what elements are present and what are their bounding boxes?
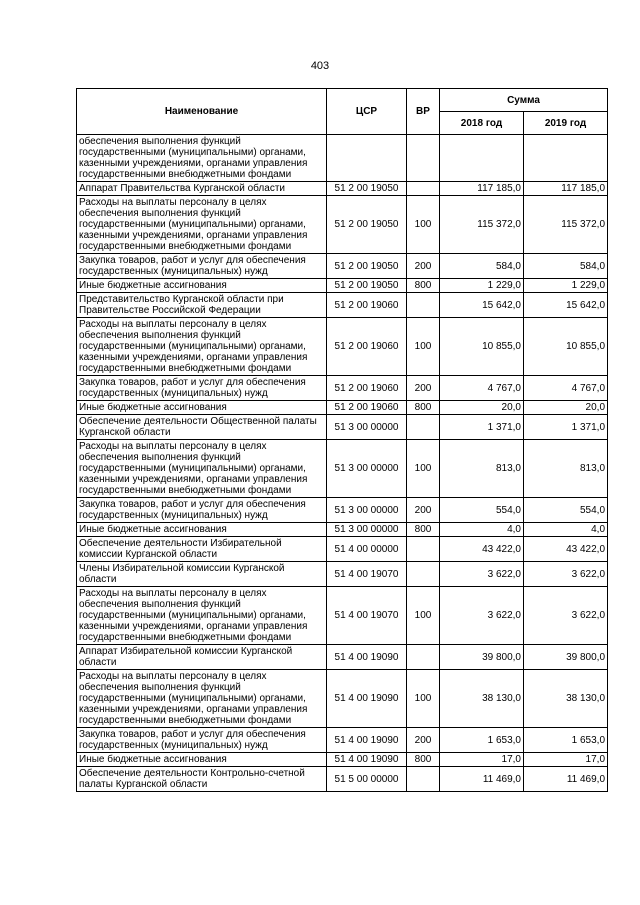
cell-2019: 115 372,0: [524, 196, 608, 254]
cell-csr: 51 3 00 00000: [327, 523, 407, 537]
cell-csr: 51 2 00 19060: [327, 293, 407, 318]
table-row: [77, 440, 608, 498]
cell-vr: 800: [407, 279, 440, 293]
cell-2018: [440, 135, 524, 182]
cell-csr: 51 2 00 19060: [327, 401, 407, 415]
cell-2018: 43 422,0: [440, 537, 524, 562]
table-row: [77, 376, 608, 401]
cell-2018: 4,0: [440, 523, 524, 537]
cell-2019: 1 653,0: [524, 728, 608, 753]
cell-csr: 51 4 00 19070: [327, 587, 407, 645]
table-row: [77, 587, 608, 645]
cell-csr: 51 2 00 19050: [327, 254, 407, 279]
cell-csr: 51 2 00 19050: [327, 182, 407, 196]
table-row: [77, 196, 608, 254]
table-row: [77, 293, 608, 318]
cell-name: Иные бюджетные ассигнования: [77, 523, 327, 537]
cell-2018: 15 642,0: [440, 293, 524, 318]
table-row: [77, 135, 608, 182]
cell-name: Аппарат Избирательной комиссии Курганской области: [77, 645, 327, 670]
cell-vr: 200: [407, 728, 440, 753]
cell-csr: 51 5 00 00000: [327, 767, 407, 792]
table-row: [77, 279, 608, 293]
cell-csr: 51 3 00 00000: [327, 415, 407, 440]
cell-2018: 584,0: [440, 254, 524, 279]
cell-vr: [407, 645, 440, 670]
cell-name: Обеспечение деятельности Контрольно-счетной палаты Курганской области: [77, 767, 327, 792]
cell-name: Расходы на выплаты персоналу в целях обеспечения выполнения функций государственными (муниципальными) органами, казенными учреждениями, органами управления государственными внебюджетными фондами: [77, 440, 327, 498]
cell-2019: 813,0: [524, 440, 608, 498]
cell-csr: 51 2 00 19050: [327, 279, 407, 293]
cell-csr: 51 2 00 19050: [327, 196, 407, 254]
cell-name: Обеспечение деятельности Избирательной комиссии Курганской области: [77, 537, 327, 562]
cell-name: Иные бюджетные ассигнования: [77, 753, 327, 767]
cell-name: Расходы на выплаты персоналу в целях обеспечения выполнения функций государственными (муниципальными) органами, казенными учреждениями, органами управления государственными внебюджетными фондами: [77, 196, 327, 254]
cell-vr: 800: [407, 753, 440, 767]
cell-2018: 1 371,0: [440, 415, 524, 440]
cell-csr: 51 4 00 19090: [327, 645, 407, 670]
cell-2018: 38 130,0: [440, 670, 524, 728]
header-2018: 2018 год: [440, 112, 524, 135]
table-row: [77, 401, 608, 415]
header-vr: ВР: [407, 89, 440, 135]
cell-2018: 3 622,0: [440, 587, 524, 645]
cell-name: Иные бюджетные ассигнования: [77, 279, 327, 293]
table-row: [77, 645, 608, 670]
cell-2019: 4 767,0: [524, 376, 608, 401]
cell-csr: 51 2 00 19060: [327, 376, 407, 401]
cell-2018: 1 653,0: [440, 728, 524, 753]
cell-2019: 11 469,0: [524, 767, 608, 792]
table-row: [77, 523, 608, 537]
cell-name: Закупка товаров, работ и услуг для обеспечения государственных (муниципальных) нужд: [77, 498, 327, 523]
table-row: [77, 728, 608, 753]
cell-2019: 117 185,0: [524, 182, 608, 196]
cell-name: Закупка товаров, работ и услуг для обеспечения государственных (муниципальных) нужд: [77, 376, 327, 401]
cell-2018: 3 622,0: [440, 562, 524, 587]
cell-csr: 51 4 00 00000: [327, 537, 407, 562]
cell-vr: 100: [407, 587, 440, 645]
table-row: [77, 670, 608, 728]
cell-vr: 100: [407, 318, 440, 376]
cell-2019: 38 130,0: [524, 670, 608, 728]
cell-2018: 10 855,0: [440, 318, 524, 376]
cell-2019: 4,0: [524, 523, 608, 537]
cell-vr: 200: [407, 376, 440, 401]
cell-2019: 39 800,0: [524, 645, 608, 670]
cell-vr: 100: [407, 196, 440, 254]
table-row: [77, 753, 608, 767]
cell-name: обеспечения выполнения функций государственными (муниципальными) органами, казенными учреждениями, органами управления государственными внебюджетными фондами: [77, 135, 327, 182]
cell-vr: 800: [407, 401, 440, 415]
cell-2018: 115 372,0: [440, 196, 524, 254]
cell-name: Расходы на выплаты персоналу в целях обеспечения выполнения функций государственными (муниципальными) органами, казенными учреждениями, органами управления государственными внебюджетными фондами: [77, 318, 327, 376]
cell-vr: 100: [407, 440, 440, 498]
cell-2019: 10 855,0: [524, 318, 608, 376]
cell-csr: 51 3 00 00000: [327, 440, 407, 498]
cell-2018: 20,0: [440, 401, 524, 415]
cell-2019: 43 422,0: [524, 537, 608, 562]
cell-2019: [524, 135, 608, 182]
cell-vr: [407, 537, 440, 562]
cell-2018: 813,0: [440, 440, 524, 498]
cell-2019: 1 371,0: [524, 415, 608, 440]
cell-2019: 3 622,0: [524, 587, 608, 645]
header-csr: ЦСР: [327, 89, 407, 135]
cell-name: Расходы на выплаты персоналу в целях обеспечения выполнения функций государственными (муниципальными) органами, казенными учреждениями, органами управления государственными внебюджетными фондами: [77, 670, 327, 728]
budget-table: [76, 88, 608, 792]
table-row: [77, 182, 608, 196]
cell-csr: 51 3 00 00000: [327, 498, 407, 523]
cell-csr: 51 4 00 19090: [327, 728, 407, 753]
cell-2018: 17,0: [440, 753, 524, 767]
cell-vr: [407, 562, 440, 587]
cell-vr: 200: [407, 498, 440, 523]
table-row: [77, 415, 608, 440]
cell-name: Закупка товаров, работ и услуг для обеспечения государственных (муниципальных) нужд: [77, 728, 327, 753]
cell-2018: 117 185,0: [440, 182, 524, 196]
table-row: [77, 254, 608, 279]
cell-name: Обеспечение деятельности Общественной палаты Курганской области: [77, 415, 327, 440]
cell-name: Члены Избирательной комиссии Курганской области: [77, 562, 327, 587]
cell-2019: 20,0: [524, 401, 608, 415]
cell-vr: [407, 293, 440, 318]
cell-csr: [327, 135, 407, 182]
table-row: [77, 537, 608, 562]
cell-name: Иные бюджетные ассигнования: [77, 401, 327, 415]
cell-name: Закупка товаров, работ и услуг для обеспечения государственных (муниципальных) нужд: [77, 254, 327, 279]
cell-2019: 554,0: [524, 498, 608, 523]
cell-2019: 1 229,0: [524, 279, 608, 293]
cell-csr: 51 4 00 19070: [327, 562, 407, 587]
table-row: [77, 562, 608, 587]
cell-vr: 200: [407, 254, 440, 279]
cell-2018: 554,0: [440, 498, 524, 523]
cell-vr: [407, 767, 440, 792]
cell-2018: 39 800,0: [440, 645, 524, 670]
cell-2019: 3 622,0: [524, 562, 608, 587]
cell-name: Аппарат Правительства Курганской области: [77, 182, 327, 196]
cell-2018: 1 229,0: [440, 279, 524, 293]
cell-vr: 100: [407, 670, 440, 728]
table-row: [77, 318, 608, 376]
table-body: [77, 135, 608, 792]
cell-2019: 17,0: [524, 753, 608, 767]
cell-2019: 584,0: [524, 254, 608, 279]
table-row: [77, 767, 608, 792]
cell-csr: 51 4 00 19090: [327, 753, 407, 767]
header-name: Наименование: [77, 89, 327, 135]
cell-2018: 4 767,0: [440, 376, 524, 401]
header-sum: Сумма: [440, 89, 608, 112]
cell-name: Представительство Курганской области при Правительстве Российской Федерации: [77, 293, 327, 318]
cell-vr: [407, 182, 440, 196]
cell-vr: [407, 415, 440, 440]
cell-2018: 11 469,0: [440, 767, 524, 792]
page-number: 403: [310, 60, 330, 72]
cell-vr: [407, 135, 440, 182]
header-2019: 2019 год: [524, 112, 608, 135]
cell-vr: 800: [407, 523, 440, 537]
cell-2019: 15 642,0: [524, 293, 608, 318]
cell-csr: 51 2 00 19060: [327, 318, 407, 376]
table-row: [77, 498, 608, 523]
cell-name: Расходы на выплаты персоналу в целях обеспечения выполнения функций государственными (муниципальными) органами, казенными учреждениями, органами управления государственными внебюджетными фондами: [77, 587, 327, 645]
cell-csr: 51 4 00 19090: [327, 670, 407, 728]
